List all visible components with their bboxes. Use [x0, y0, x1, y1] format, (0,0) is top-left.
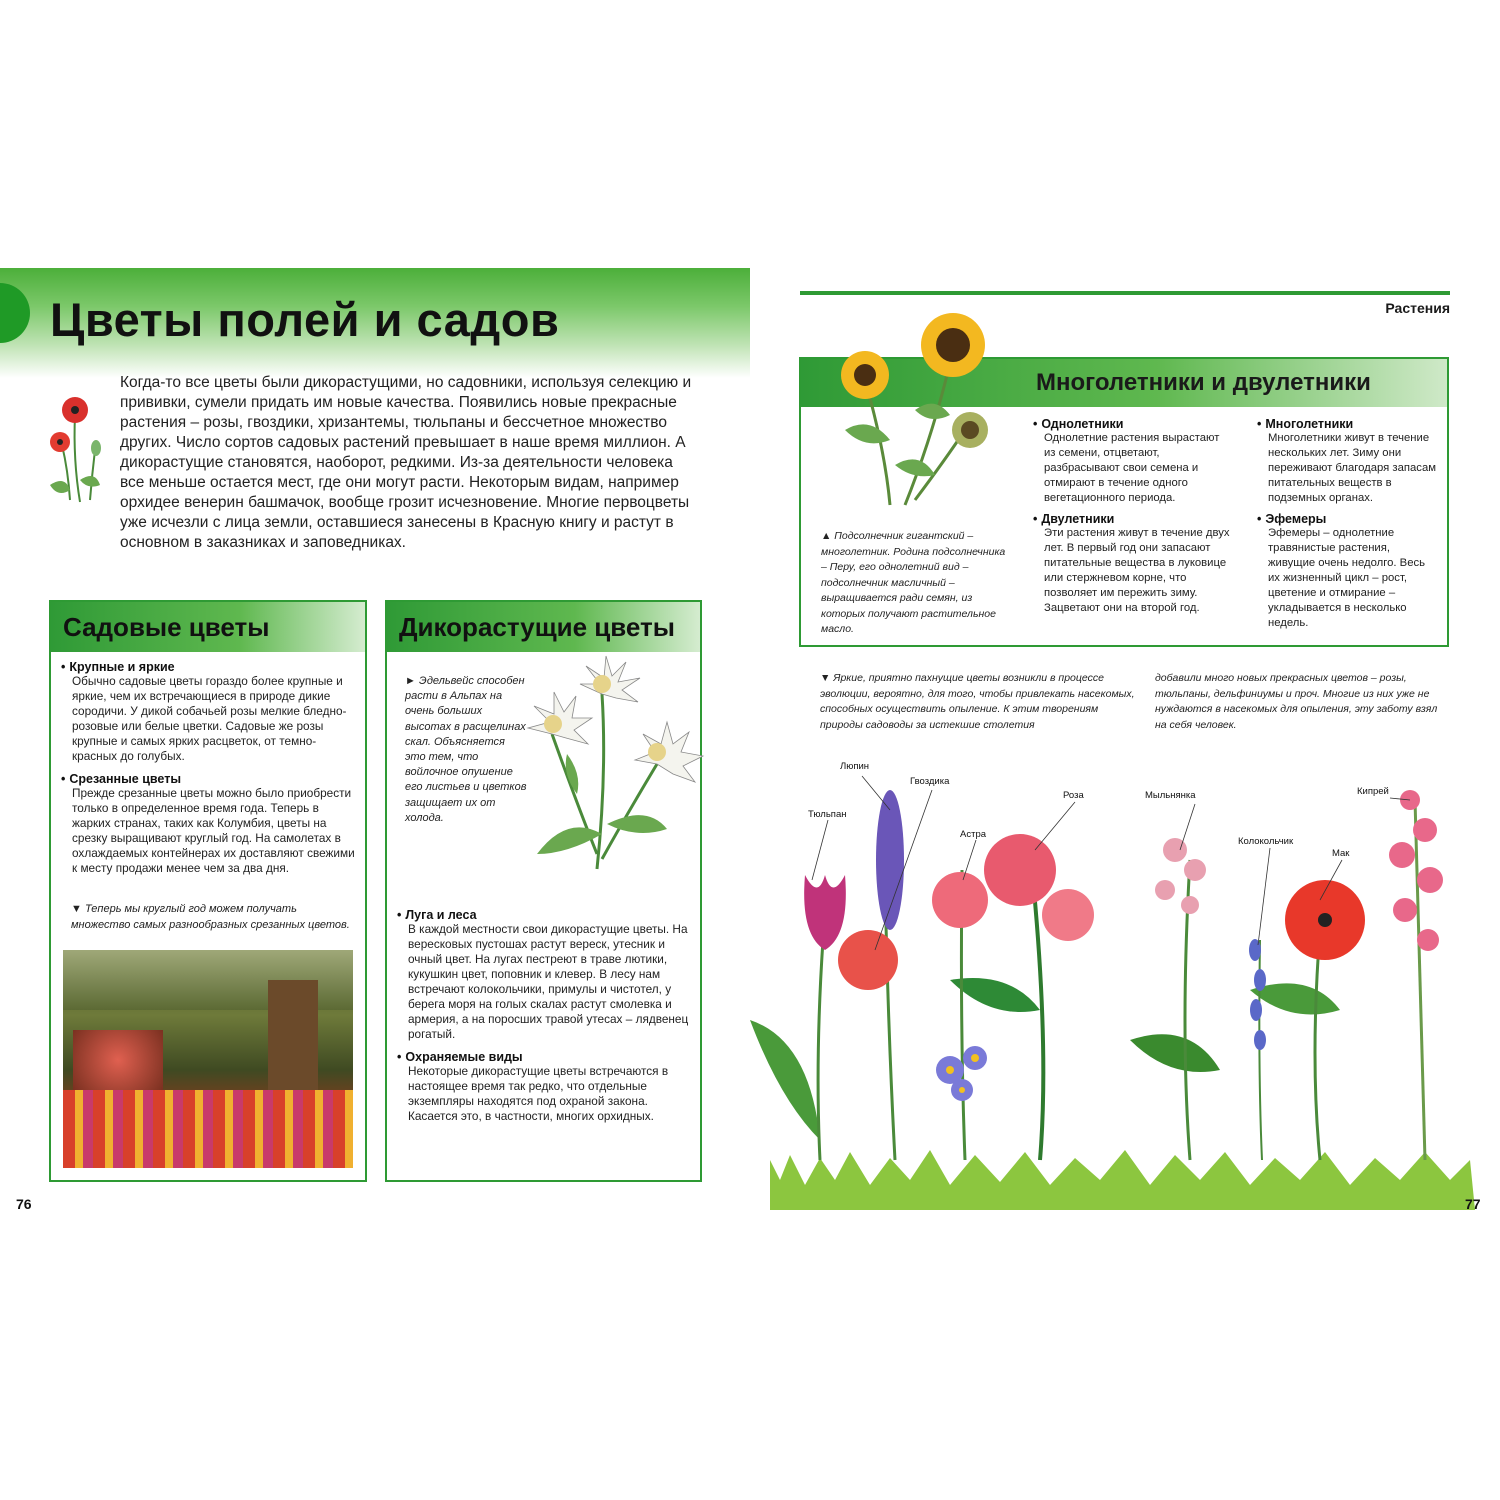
perennials-heading: Многолетники и двулетники: [1036, 369, 1371, 396]
page-number-right: 77: [1465, 1196, 1481, 1212]
section-heading: • Многолетники: [1257, 417, 1354, 431]
section-heading: • Крупные и яркие: [61, 660, 175, 674]
section-heading: • Охраняемые виды: [397, 1050, 523, 1064]
section-text: Некоторые дикорастущие цветы встречаются в настоящее время так редко, что отдельные экземпляры находятся под охраной закона. Касается это, в частности, многих орхидных.: [408, 1064, 669, 1123]
section-text: Однолетние растения вырастают из семени, отцветают, разбрасывают свои семена и отмирают в течение одного вегетационного периода.: [1044, 432, 1220, 504]
page-title: Цветы полей и садов: [50, 293, 560, 346]
label-lupine: Люпин: [840, 761, 870, 772]
flower-market-photo: [63, 950, 353, 1168]
section-text: Эфемеры – однолетние травянистые растения, живущие очень недолго. Весь их жизненный цикл – рост, цветение и отмирание – укладывается в несколько недель.: [1268, 527, 1426, 629]
label-tulip: Тюльпан: [808, 809, 847, 820]
section-heading: • Луга и леса: [397, 908, 477, 922]
label-rose: Роза: [1063, 790, 1084, 801]
section-text: В каждой местности свои дикорастущие цветы. На вересковых пустошах растут вереск, утесник и очный цвет. На лугах пестреют в траве лютики, кукушкин цвет, поповник и клевер. В лесу нам встречают колокольчики, примулы и чистотел, у берега моря на голых скалах растут смолевка и армерия, а на поросших травой утесах – лядвенец рогатый.: [408, 922, 689, 1041]
section-text: Обычно садовые цветы гораздо более крупные и яркие, чем их встречающиеся в природе дикие сородичи. У дикой собачьей розы мелкие бледно-розовые или белые цветки. Садовые же розы крупные и самых ярких расцветок, от темно-красных до голубых.: [72, 674, 347, 763]
label-bellflower: Колокольчик: [1238, 836, 1294, 847]
section-heading: • Однолетники: [1033, 417, 1124, 431]
intro-paragraph: Когда-то все цветы были дикорастущими, но садовники, используя селекцию и прививки, сумели придать им новые качества. Появились новые прекрасные растения – розы, гвоздики, хризантемы, тюльпаны и бессчетное множество других. Число сортов садовых растений превышает в наше время миллион. А дикорастущие становятся, наоборот, редкими. Из-за деятельности человека все меньше остается мест, где они могут расти. Некоторым видам, например орхидее венерин башмачок, вообще грозит исчезновение. Многие первоцветы уже исчезли с лица земли, оставшиеся занесены в Красную книгу и растут в основном в заказниках и заповедниках.: [120, 374, 692, 551]
section-text: Многолетники живут в течение нескольких лет. Зиму они переживают благодаря запасам питательных веществ в подземных органах.: [1268, 432, 1436, 504]
label-aster: Астра: [960, 829, 987, 840]
section-text: Прежде срезанные цветы можно было приобрести только в определенное время года. Теперь в жарких странах, таких как Колумбия, цветы на срезку выращивают круглый год. На самолетах в охлаждаемых контейнерах их доставляют свежими к месту продажи менее чем за два дня.: [72, 786, 355, 875]
wild-flowers-box: [385, 600, 702, 1182]
section-heading: • Двулетники: [1033, 512, 1115, 526]
photo-caption: ▼ Теперь мы круглый год можем получать множество самых разнообразных срезанных цветов.: [71, 903, 350, 931]
edelweiss-illustration: [507, 654, 697, 874]
label-poppy: Мак: [1332, 848, 1350, 859]
label-fireweed: Кипрей: [1357, 786, 1389, 797]
label-carnation: Гвоздика: [910, 776, 950, 787]
section-heading: • Эфемеры: [1257, 512, 1327, 526]
garden-caption-b: добавили много новых прекрасных цветов – розы, тюльпаны, дельфиниумы и проч. Многие из них уже не нуждаются в насекомых для опыления, эту заботу взял на себя человек.: [1155, 672, 1438, 731]
sunflower-caption: ▲ Подсолнечник гигантский – многолетник. Родина подсолнечника – Перу, его однолетний вид – подсолнечник масличный – выращивается ради семян, из которых получают растительное масло.: [821, 530, 1006, 635]
page-number-left: 76: [16, 1196, 32, 1212]
edelweiss-caption: ► Эдельвейс способен расти в Альпах на очень больших высотах в расщелинах скал. Объясняется это тем, что войлочное опушение его листьев и цветков защищает их от холода.: [405, 675, 527, 824]
section-name: Растения: [1385, 300, 1450, 316]
sunflower-illustration: [825, 300, 1005, 510]
wild-flowers-heading: Дикорастущие цветы: [387, 602, 700, 652]
section-text: Эти растения живут в течение двух лет. В первый год они запасают питательные вещества в луковице или стержневом корне, что позволяет им пережить зиму. Зацветают они на второй год.: [1044, 527, 1230, 614]
flower-meadow-illustration: [750, 740, 1500, 1215]
label-soapwort: Мыльнянка: [1145, 790, 1196, 801]
poppy-illustration: [40, 390, 110, 505]
top-rule: [800, 291, 1450, 295]
garden-flowers-heading: Садовые цветы: [51, 602, 365, 652]
section-heading: • Срезанные цветы: [61, 772, 181, 786]
garden-flowers-box: [49, 600, 367, 1182]
garden-caption-a: ▼ Яркие, приятно пахнущие цветы возникли в процессе эволюции, вероятно, для того, чтобы привлекать насекомых, способных осуществить опыление. К этим творениям природы садоводы за истекшие столетия: [820, 672, 1135, 731]
